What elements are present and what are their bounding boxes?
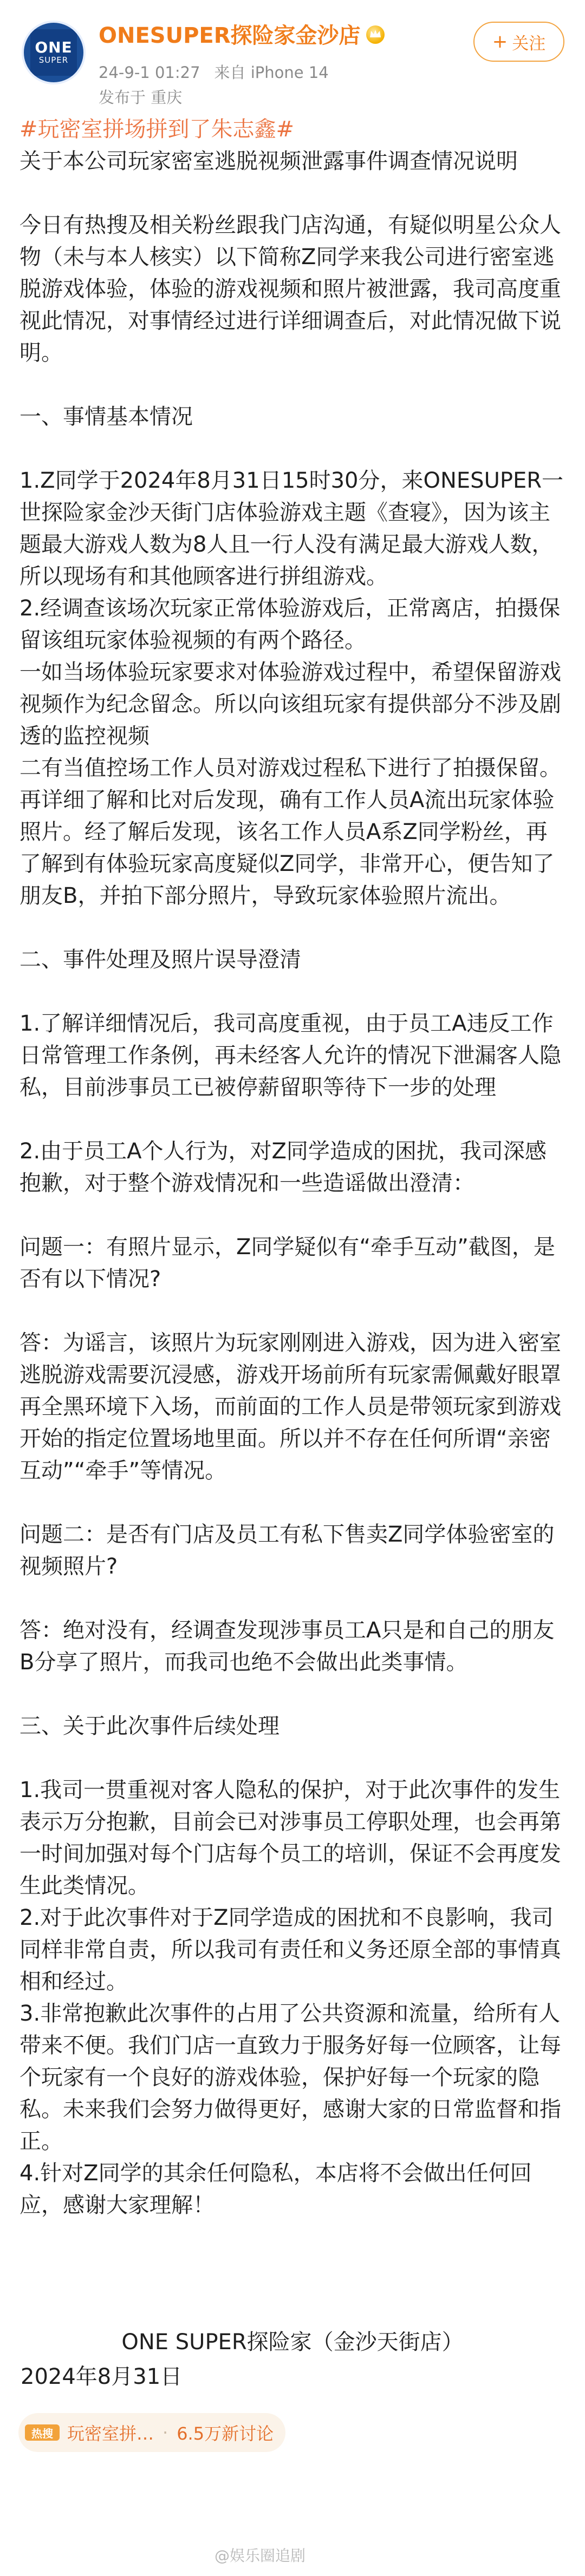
post-paragraph: 二、事件处理及照片误导澄清 [20, 947, 301, 972]
paragraph-gap [20, 1199, 567, 1231]
paragraph-gap [20, 976, 567, 1008]
paragraph-gap [20, 369, 567, 401]
post-paragraph: 2.由于员工A个人行为，对Z同学造成的困扰，我司深感抱歉，对于整个游戏情况和一些造谣做出澄清： [20, 1139, 547, 1196]
post-source: 来自 iPhone 14 [214, 63, 329, 82]
plus-icon: + [492, 31, 508, 53]
post-paragraph: 关于本公司玩家密室逃脱视频泄露事件调查情况说明 [20, 149, 518, 174]
post-paragraph: 三、关于此次事件后续处理 [20, 1714, 280, 1739]
topic-hashtag-link[interactable]: #玩密室拼场拼到了朱志鑫# [20, 117, 295, 142]
post-body [20, 114, 567, 2221]
paragraph-gap [20, 1679, 567, 1710]
post-paragraph: 2.对于此次事件对于Z同学造成的困扰和不良影响，我司同样非常自责，所以我司有责任和义务还原全部的事情真相和经过。 [20, 1905, 561, 1994]
paragraph-gap [20, 1583, 567, 1615]
paragraph-gap [20, 1487, 567, 1519]
hot-topic-title: 玩密室拼… [67, 2423, 154, 2444]
onesuper-logo: ONE SUPER [30, 29, 77, 76]
post-paragraph: 今日有热搜及相关粉丝跟我门店沟通，有疑似明星公众人物（未与本人核实）以下简称Z同学来我公司进行密室逃脱游戏体验，体验的游戏视频和照片被泄露，我司高度重视此情况，对事情经过进行详细调查后，对此情况做下说明。 [20, 213, 561, 365]
post-paragraph: 答：绝对没有，经调查发现涉事员工A只是和自己的朋友B分享了照片，而我司也绝不会做出此类事情。 [20, 1618, 555, 1675]
post-paragraphs [20, 146, 567, 2221]
hot-topic-stats: 6.5万新讨论 [177, 2423, 274, 2444]
paragraph-gap [20, 1104, 567, 1136]
paragraph-gap [20, 912, 567, 944]
post-paragraph: 问题二：是否有门店及员工有私下售卖Z同学体验密室的视频照片? [20, 1522, 555, 1579]
post-paragraph: 1.我司一贯重视对客人隐私的保护，对于此次事件的发生表示万分抱歉，目前会已对涉事员工停职处理，也会再第一时间加强对每个门店每个员工的培训，保证不会再度发生此类情况。 [20, 1778, 561, 1898]
vip-crown-icon [366, 25, 385, 44]
hot-search-icon: 热搜 [25, 2424, 60, 2441]
post-paragraph: 一、事情基本情况 [20, 404, 193, 429]
chip-divider: · [162, 2422, 168, 2443]
post-date: 24-9-1 01:27 [99, 63, 200, 82]
post-signature-date: 2024年8月31日 [21, 2364, 183, 2389]
post-paragraph: 3.非常抱歉此次事件的占用了公共资源和流量，给所有人带来不便。我们门店一直致力于服务好每一位顾客，让每个玩家有一个良好的游戏体验，保护好每一个玩家的隐私。未来我们会努力做得更好，感谢大家的日常监督和指正。 [20, 2001, 561, 2154]
post-paragraph: 4.针对Z同学的其余任何隐私，本店将不会做出任何回应，感谢大家理解！ [20, 2161, 532, 2218]
follow-button[interactable] [473, 22, 564, 62]
post-paragraph: 问题一：有照片显示，Z同学疑似有“牵手互动”截图，是否有以下情况? [20, 1235, 555, 1292]
post-paragraph: 一如当场体验玩家要求对体验游戏过程中，希望保留游戏视频作为纪念留念。所以向该组玩家有提供部分不涉及剧透的监控视频 [20, 660, 561, 749]
post-paragraph: 再详细了解和比对后发现，确有工作人员A流出玩家体验照片。经了解后发现，该名工作人员A系Z同学粉丝，再了解到有体验玩家高度疑似Z同学，非常开心，便告知了朋友B，并拍下部分照片，导致玩家体验照片流出。 [20, 788, 555, 908]
post-paragraph: 二有当值控场工作人员对游戏过程私下进行了拍摄保留。 [20, 756, 561, 781]
post-paragraph: 1.Z同学于2024年8月31日15时30分，来ONESUPER一世探险家金沙天街门店体验游戏主题《查寝》，因为该主题最大游戏人数为8人且一行人没有满足最大游戏人数，所以现场有和其他顾客进行拼组游戏。 [20, 468, 564, 589]
paragraph-gap [20, 1742, 567, 1774]
account-name-text: ONESUPER探险家金沙店 [99, 23, 361, 48]
post-meta [99, 61, 343, 83]
paragraph-gap [20, 433, 567, 465]
account-name[interactable] [99, 18, 385, 49]
hot-topic-chip[interactable] [18, 2413, 285, 2452]
post-paragraph: 答：为谣言，该照片为玩家刚刚进入游戏，因为进入密室逃脱游戏需要沉浸感，游戏开场前所有玩家需佩戴好眼罩再全黑环境下入场，而前面的工作人员是带领玩家到游戏开始的指定位置场地里面。所以并不存在任何所谓“亲密互动”“牵手”等情况。 [20, 1330, 561, 1483]
post-location: 发布于 重庆 [99, 88, 183, 107]
avatar[interactable] [22, 21, 86, 84]
post-header [0, 0, 585, 114]
paragraph-gap [20, 178, 567, 209]
follow-label: 关注 [512, 34, 546, 54]
post-paragraph: 1.了解详细情况后，我司高度重视，由于员工A违反工作日常管理工作条例，再未经客人允许的情况下泄漏客人隐私，目前涉事员工已被停薪留职等待下一步的处理 [20, 1011, 561, 1100]
post-signature: ONE SUPER探险家（金沙天街店） [121, 2330, 464, 2355]
watermark: @娱乐圈追剧 [214, 2547, 306, 2565]
paragraph-gap [20, 1295, 567, 1327]
post-paragraph: 2.经调查该场次玩家正常体验游戏后，正常离店，拍摄保留该组玩家体验视频的有两个路径。 [20, 596, 561, 653]
